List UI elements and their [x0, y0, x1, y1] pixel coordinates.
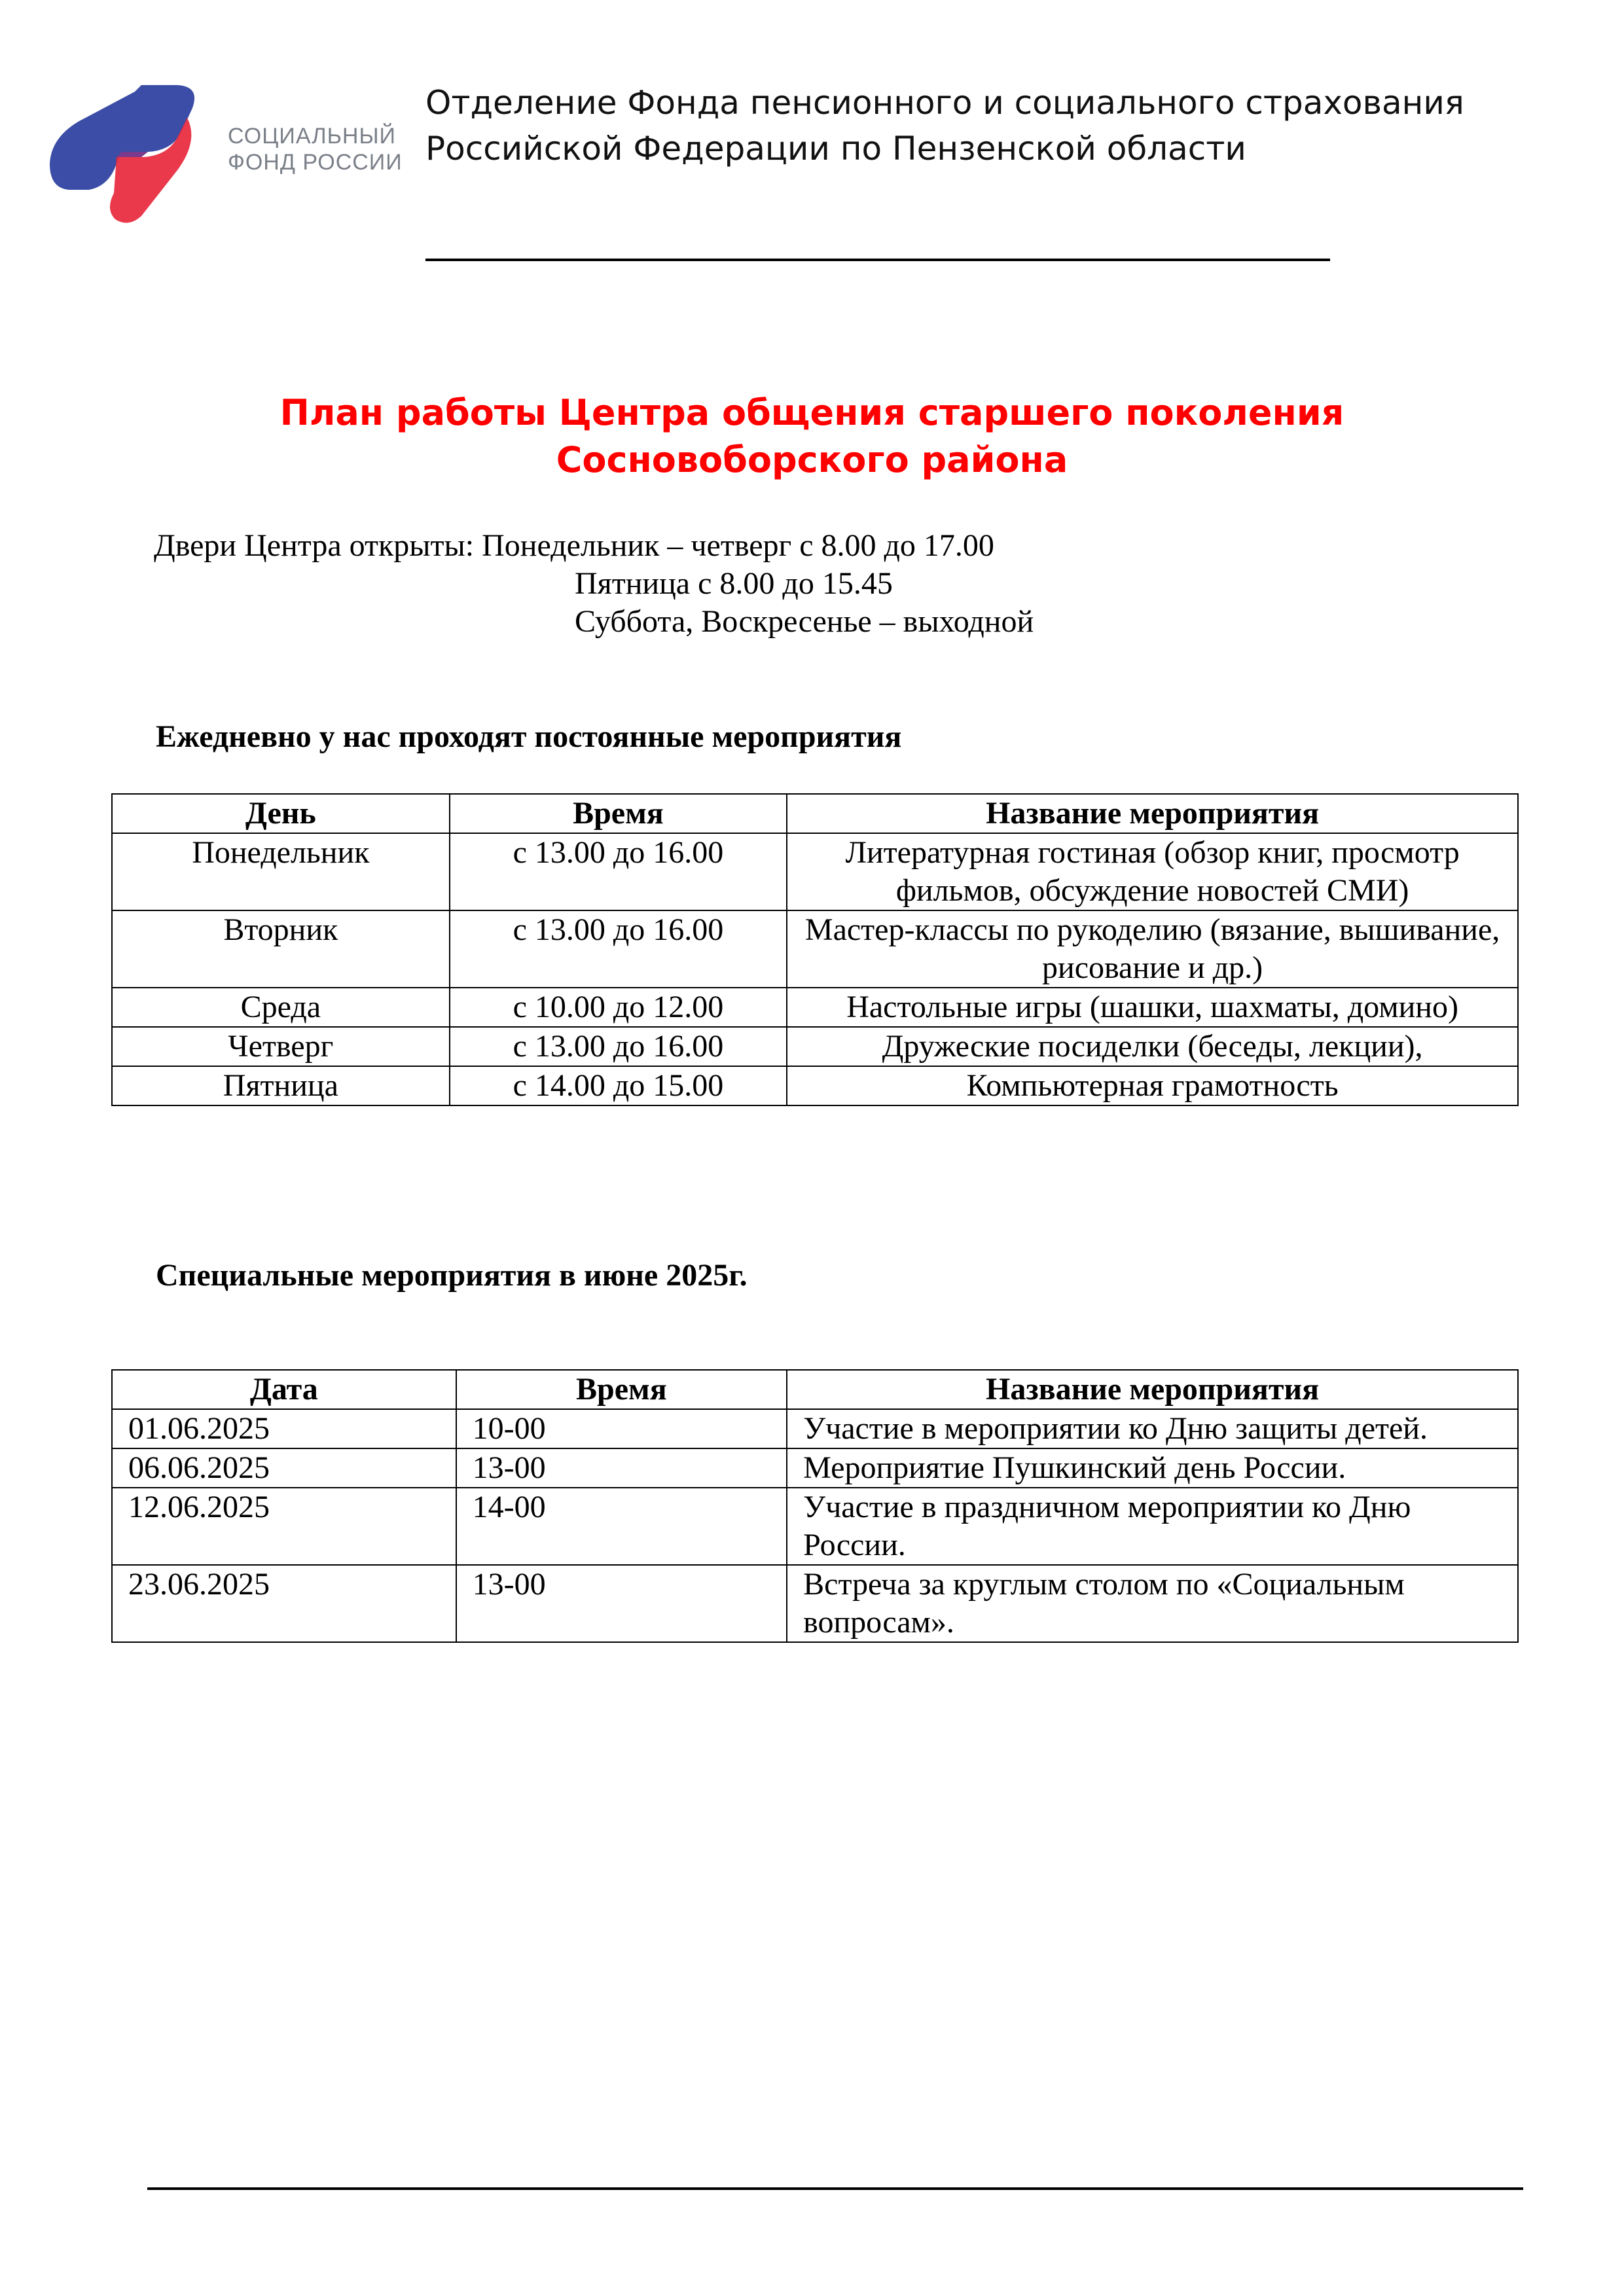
sfr-logo-icon	[43, 79, 213, 229]
header-divider	[425, 259, 1330, 261]
cell-date: 01.06.2025	[112, 1409, 456, 1448]
cell-time: с 13.00 до 16.00	[450, 833, 787, 910]
table-row	[112, 1409, 1518, 1448]
cell-event: Мастер-классы по рукоделию (вязание, вышивание, рисование и др.)	[787, 910, 1518, 988]
cell-time: 13-00	[456, 1448, 787, 1488]
regular-events-table	[111, 793, 1519, 1106]
table-row	[112, 833, 1518, 910]
special-events-heading: Специальные мероприятия в июне 2025г.	[156, 1258, 748, 1293]
table-row	[112, 1448, 1518, 1488]
title-line-2: Сосновоборского района	[556, 439, 1068, 480]
cell-time: с 13.00 до 16.00	[450, 910, 787, 988]
cell-day: Пятница	[112, 1066, 450, 1105]
cell-date: 23.06.2025	[112, 1565, 456, 1642]
column-header-event: Название мероприятия	[787, 1370, 1518, 1409]
cell-day: Вторник	[112, 910, 450, 988]
cell-event: Настольные игры (шашки, шахматы, домино)	[787, 988, 1518, 1027]
cell-day: Среда	[112, 988, 450, 1027]
org-line-1: Отделение Фонда пенсионного и социального страхования	[425, 84, 1464, 122]
column-header-event: Название мероприятия	[787, 794, 1518, 833]
table-row	[112, 1565, 1518, 1642]
column-header-date: Дата	[112, 1370, 456, 1409]
table-header-row	[112, 794, 1518, 833]
cell-time: с 14.00 до 15.00	[450, 1066, 787, 1105]
hours-line-1: Двери Центра открыты: Понедельник – четверг с 8.00 до 17.00	[154, 528, 994, 563]
cell-day: Четверг	[112, 1027, 450, 1066]
cell-event: Участие в праздничном мероприятии ко Дню России.	[787, 1488, 1518, 1565]
hours-line-3: Суббота, Воскресенье – выходной	[575, 604, 1034, 639]
title-line-1: План работы Центра общения старшего поколения	[280, 392, 1344, 433]
cell-time: 10-00	[456, 1409, 787, 1448]
cell-date: 12.06.2025	[112, 1488, 456, 1565]
cell-day: Понедельник	[112, 833, 450, 910]
column-header-time: Время	[456, 1370, 787, 1409]
cell-time: с 13.00 до 16.00	[450, 1027, 787, 1066]
table-row	[112, 910, 1518, 988]
cell-event: Мероприятие Пушкинский день России.	[787, 1448, 1518, 1488]
table-row	[112, 1066, 1518, 1105]
regular-events-heading: Ежедневно у нас проходят постоянные мероприятия	[156, 719, 902, 754]
document-title	[0, 389, 1624, 484]
logo-line-2: ФОНД РОССИИ	[228, 150, 403, 175]
column-header-time: Время	[450, 794, 787, 833]
special-events-table	[111, 1369, 1519, 1643]
cell-event: Встреча за круглым столом по «Социальным вопросам».	[787, 1565, 1518, 1642]
cell-event: Дружеские посиделки (беседы, лекции),	[787, 1027, 1518, 1066]
footer-divider	[147, 2187, 1523, 2190]
cell-time: с 10.00 до 12.00	[450, 988, 787, 1027]
organization-name	[425, 80, 1464, 171]
logo-line-1: СОЦИАЛЬНЫЙ	[228, 124, 396, 149]
cell-time: 13-00	[456, 1565, 787, 1642]
cell-time: 14-00	[456, 1488, 787, 1565]
logo-wordmark	[228, 123, 403, 175]
table-header-row	[112, 1370, 1518, 1409]
org-line-2: Российской Федерации по Пензенской области	[425, 130, 1246, 168]
cell-event: Участие в мероприятии ко Дню защиты детей.	[787, 1409, 1518, 1448]
table-row	[112, 988, 1518, 1027]
sfr-logo	[43, 79, 410, 229]
table-row	[112, 1027, 1518, 1066]
hours-line-2: Пятница с 8.00 до 15.45	[575, 566, 893, 601]
table-row	[112, 1488, 1518, 1565]
cell-event: Литературная гостиная (обзор книг, просмотр фильмов, обсуждение новостей СМИ)	[787, 833, 1518, 910]
cell-event: Компьютерная грамотность	[787, 1066, 1518, 1105]
column-header-day: День	[112, 794, 450, 833]
cell-date: 06.06.2025	[112, 1448, 456, 1488]
opening-hours	[154, 527, 1034, 641]
